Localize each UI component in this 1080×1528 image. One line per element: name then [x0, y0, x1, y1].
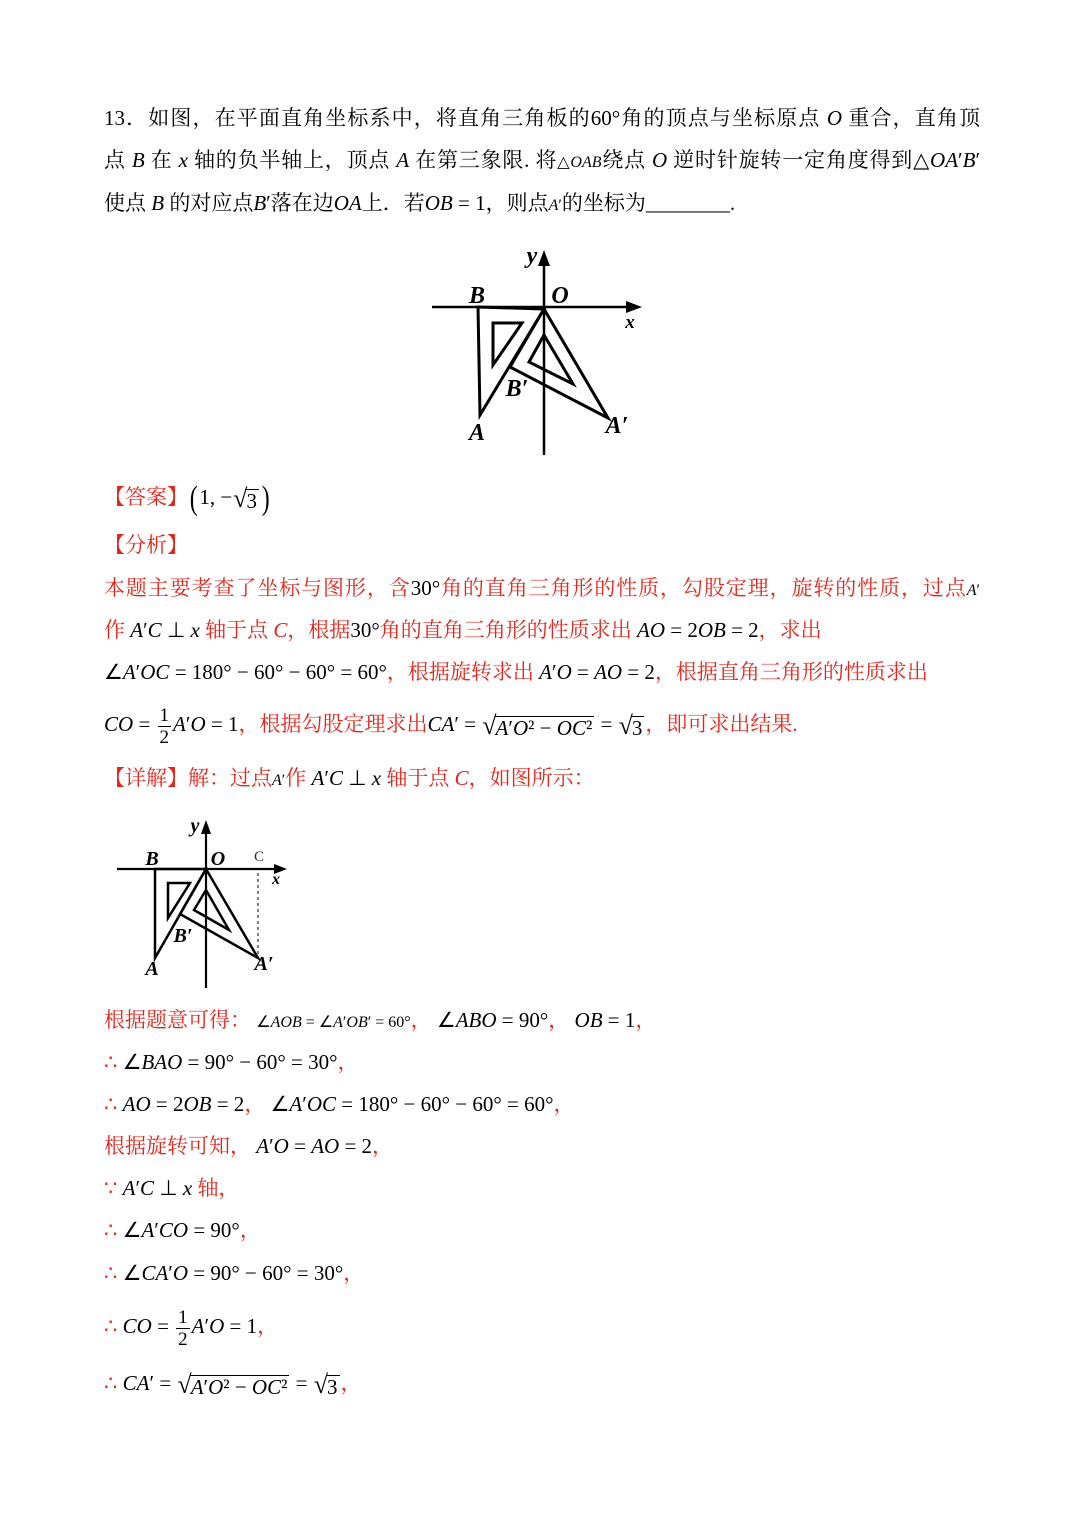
math-expression: [827, 106, 842, 130]
math-variable: O: [280, 1014, 292, 1031]
text-run: 根据题意可得：: [104, 1008, 257, 1032]
math-variable: O: [556, 660, 572, 684]
math-expression: [151, 191, 164, 215]
math-variable: A: [594, 660, 607, 684]
figure-2: [105, 812, 305, 997]
math-expression: ∠A′OC = 180° − 60° − 60° = 60°: [104, 660, 387, 684]
square-root: [619, 713, 645, 739]
math-variable: x: [182, 1176, 193, 1200]
text-run: ∴: [104, 1218, 123, 1242]
math-variable: O: [570, 154, 582, 171]
math-variable: A: [270, 1014, 281, 1031]
answer-line: [104, 473, 271, 521]
math-variable: A: [154, 1050, 168, 1074]
math-expression: 60°: [590, 106, 621, 130]
label-b-prime: B′: [173, 925, 193, 947]
math-expression: ∠CA′O = 90° − 60° = 30°: [122, 1261, 344, 1285]
square-root: [177, 1372, 289, 1398]
analysis-line-1: [104, 567, 980, 609]
math-variable: O: [424, 191, 440, 215]
math-variable: C: [454, 766, 469, 790]
text-run: 重合，直角顶: [842, 106, 981, 130]
label-o: O: [210, 848, 226, 870]
math-variable: A: [311, 766, 325, 790]
math-expression: △OA′B′: [913, 148, 981, 172]
radicand: 3: [327, 1375, 338, 1400]
text-run: 轴于点: [381, 766, 455, 790]
detail-line-4: [104, 1125, 393, 1167]
math-variable: B: [141, 1050, 155, 1074]
math-expression: [455, 766, 469, 790]
text-run: ∴: [104, 1261, 123, 1285]
label-a-prime: A′: [605, 413, 629, 439]
label-a: A: [468, 420, 486, 446]
math-variable: C: [104, 712, 119, 736]
math-variable: A: [122, 1092, 136, 1116]
text-run: 的坐标为________.: [561, 191, 736, 215]
math-variable: A: [155, 1261, 169, 1285]
math-expression: =: [595, 712, 618, 736]
text-run: 使点: [104, 191, 152, 215]
square-root: [482, 713, 594, 739]
text-run: 逆时针旋转一定角度得到: [667, 148, 914, 172]
math-variable: O: [208, 1375, 224, 1400]
math-expression: B′: [253, 191, 271, 215]
text-run: 根据旋转可知，: [104, 1134, 257, 1158]
math-expression: =: [290, 1371, 313, 1395]
math-variable: C: [158, 1218, 173, 1242]
math-variable: C: [122, 1314, 137, 1338]
math-variable: A: [548, 197, 559, 214]
text-run: ∴: [104, 1314, 123, 1338]
text-run: ∴: [104, 1371, 123, 1395]
parenthesis: ): [261, 480, 270, 518]
text-run: 的对应点: [164, 191, 254, 215]
math-variable: C: [427, 712, 442, 736]
math-variable: A: [122, 660, 136, 684]
math-variable: A: [136, 1371, 150, 1395]
math-variable: A: [396, 148, 410, 172]
text-run: ，: [337, 1050, 359, 1074]
math-variable: O: [324, 1134, 340, 1158]
text-run: ，: [257, 1314, 279, 1338]
radical-sign-icon: √: [313, 1370, 329, 1400]
detail-intro: [104, 757, 595, 799]
text-run: 角的顶点与坐标原点: [620, 106, 827, 130]
math-variable: C: [328, 766, 343, 790]
detail-line-7: [104, 1252, 364, 1294]
detail-line-2: [104, 1041, 359, 1083]
triangle-oa-prime-b-prime-inner: [529, 335, 573, 384]
math-variable: A: [173, 712, 186, 736]
math-variable: O: [167, 1050, 183, 1074]
math-variable: A: [190, 1375, 204, 1400]
fraction-denominator: 2: [159, 726, 170, 748]
math-variable: x: [190, 618, 200, 642]
text-run: ，如图所示：: [468, 766, 595, 790]
radical-sign-icon: √: [233, 484, 248, 514]
math-variable: A: [348, 191, 362, 215]
text-run: 轴，: [192, 1176, 240, 1200]
math-variable: C: [155, 660, 170, 684]
math-variable: O: [273, 1134, 289, 1158]
problem-line-1: [104, 97, 980, 139]
math-variable: B: [589, 1008, 603, 1032]
text-run: ，根据勾股定理求出: [238, 712, 428, 736]
math-variable: C: [571, 716, 586, 741]
triangle-oab-inner: [493, 323, 522, 365]
math-variable: O: [140, 660, 156, 684]
math-variable: O: [251, 1375, 268, 1400]
math-variable: B: [468, 1008, 482, 1032]
math-variable: O: [697, 618, 713, 642]
math-variable: O: [118, 712, 134, 736]
math-variable: O: [574, 1008, 590, 1032]
math-variable: x: [178, 148, 188, 172]
math-variable: A: [256, 1134, 270, 1158]
analysis-heading: [104, 524, 188, 566]
text-run: ，: [635, 1008, 657, 1032]
label-o: O: [551, 283, 569, 309]
math-variable: A: [272, 772, 282, 789]
math-variable: C: [140, 1176, 155, 1200]
math-expression: ∠A′OC = 180° − 60° − 60° = 60°: [270, 1092, 554, 1116]
math-variable: B: [439, 191, 453, 215]
math-variable: B: [151, 191, 165, 215]
math-variable: C: [122, 1371, 137, 1395]
math-expression: CO =: [104, 712, 156, 736]
text-run: ，即可求出结果.: [645, 712, 798, 736]
text-run: 【分析】: [104, 533, 188, 557]
text-run: 作: [285, 766, 312, 790]
label-c: C: [253, 849, 265, 865]
text-run: ，则点: [485, 191, 549, 215]
radical-sign-icon: √: [177, 1370, 192, 1400]
math-expression: ∠BAO = 90° − 60° = 30°: [122, 1050, 338, 1074]
text-run: ∵: [104, 1176, 123, 1200]
math-expression: A′O = 1: [191, 1314, 258, 1338]
math-variable: O: [652, 148, 668, 172]
math-variable: A: [581, 154, 592, 171]
math-variable: B: [131, 148, 145, 172]
math-variable: x: [371, 766, 382, 790]
text-run: 角的直角三角形的性质求出: [379, 618, 637, 642]
text-run: ，: [244, 1092, 271, 1116]
text-run: ，根据直角三角形的性质求出: [654, 660, 928, 684]
math-variable: O: [183, 1092, 199, 1116]
math-variable: C: [273, 618, 288, 642]
text-run: ，: [340, 1371, 362, 1395]
y-axis-arrow-icon: [201, 820, 211, 834]
math-expression: [652, 148, 667, 172]
analysis-line-2: [104, 609, 822, 651]
text-run: ，: [410, 1008, 437, 1032]
math-expression: A′: [548, 197, 562, 214]
math-variable: A: [441, 712, 455, 736]
text-run: 13．如图，在平面直角坐标系中，将直角三角板的: [104, 106, 591, 130]
math-variable: A: [945, 148, 959, 172]
label-x: x: [625, 312, 635, 333]
math-variable: O: [556, 716, 572, 741]
math-variable: B: [591, 154, 602, 171]
math-expression: △OAB: [557, 154, 602, 171]
math-variable: A: [122, 1176, 136, 1200]
math-variable: O: [512, 716, 529, 741]
label-y: y: [526, 243, 538, 269]
math-expression: [334, 191, 362, 215]
detail-line-9: [104, 1358, 362, 1408]
math-variable: O: [306, 1092, 322, 1116]
math-variable: O: [649, 618, 665, 642]
math-variable: A: [495, 716, 509, 741]
math-variable: O: [135, 1092, 151, 1116]
math-expression: 30°: [410, 576, 441, 600]
math-variable: A: [455, 1008, 469, 1032]
text-run: ，根据旋转求出: [386, 660, 540, 684]
text-run: ∴: [104, 1092, 123, 1116]
math-variable: B: [962, 148, 976, 172]
math-expression: [132, 148, 145, 172]
math-variable: O: [172, 1261, 189, 1285]
label-b: B: [145, 848, 159, 870]
text-run: 本题主要考查了坐标与图形，含: [104, 576, 411, 600]
radical-sign-icon: √: [618, 711, 633, 741]
fraction: [158, 705, 172, 748]
radicand: A′O² − OC²: [190, 1375, 288, 1400]
fraction-numerator: 1: [178, 1306, 188, 1328]
math-expression: A′O = 1: [173, 712, 239, 736]
analysis-line-3: [104, 651, 928, 693]
text-run: 角的直角三角形的性质，勾股定理，旋转的性质，过点: [440, 576, 967, 600]
math-expression: A′C ⊥ x: [130, 618, 200, 642]
math-variable: O: [190, 712, 206, 736]
math-variable: B: [291, 1014, 302, 1031]
math-variable: A: [141, 1218, 155, 1242]
math-expression: ∠AOB = ∠A′OB′ = 60°: [256, 1014, 411, 1031]
text-run: ，: [372, 1134, 394, 1158]
detail-line-5: [104, 1167, 239, 1209]
text-run: 轴于点: [199, 618, 274, 642]
math-variable: C: [147, 618, 162, 642]
label-b: B: [468, 283, 486, 309]
square-root: [314, 1372, 340, 1398]
math-expression: CO =: [122, 1314, 175, 1338]
detail-line-6: [104, 1209, 261, 1251]
math-expression: ∠A′CO = 90°: [122, 1218, 240, 1242]
math-expression: CA′ =: [122, 1371, 177, 1395]
text-run: ，: [553, 1092, 575, 1116]
math-expression: A′O = AO = 2: [539, 660, 655, 684]
detail-line-8: [104, 1296, 278, 1356]
math-variable: A: [191, 1314, 205, 1338]
problem-line-3: [104, 182, 735, 224]
math-variable: B: [713, 618, 726, 642]
math-variable: O: [172, 1218, 189, 1242]
math-expression: AO = 2OB = 2: [636, 618, 759, 642]
math-expression: [179, 148, 188, 172]
text-run: 【详解】解：过点: [104, 766, 272, 790]
detail-line-1: [104, 999, 656, 1041]
text-run: 在: [144, 148, 179, 172]
text-run: ，求出: [758, 618, 822, 642]
math-variable: B: [357, 1014, 368, 1031]
radical-sign-icon: √: [482, 711, 497, 741]
math-variable: B: [253, 191, 267, 215]
math-expression: OB = 1: [574, 1008, 636, 1032]
math-variable: A: [130, 618, 144, 642]
math-expression: 1, −: [199, 485, 233, 509]
math-variable: A: [333, 1014, 343, 1031]
math-expression: 30°: [350, 618, 380, 642]
math-variable: C: [321, 1092, 336, 1116]
math-expression: A′: [966, 582, 981, 599]
y-axis-arrow-icon: [538, 250, 550, 266]
math-variable: C: [141, 1261, 156, 1285]
math-expression: A′: [272, 772, 286, 789]
text-run: ∴: [104, 1050, 123, 1074]
math-expression: A′O = AO = 2: [256, 1134, 373, 1158]
figure-1: [420, 240, 660, 465]
math-expression: A′C ⊥ x: [122, 1176, 193, 1200]
parenthesis: (: [189, 480, 198, 518]
label-y: y: [190, 815, 200, 837]
math-variable: O: [826, 106, 842, 130]
radicand: 3: [631, 716, 643, 741]
label-a: A: [145, 958, 159, 980]
text-run: ，根据: [287, 618, 351, 642]
math-variable: O: [346, 1014, 358, 1031]
fraction-denominator: 2: [178, 1328, 188, 1350]
math-variable: O: [930, 148, 946, 172]
text-run: 轴的负半轴上，顶点: [187, 148, 397, 172]
text-run: 上．若: [361, 191, 425, 215]
math-variable: O: [333, 191, 349, 215]
math-variable: A: [289, 1092, 303, 1116]
math-variable: O: [136, 1314, 152, 1338]
radicand: 3: [246, 489, 257, 514]
radicand: A′O² − OC²: [495, 716, 593, 741]
math-variable: B: [198, 1092, 212, 1116]
text-run: 绕点: [601, 148, 652, 172]
math-expression: ∠ABO = 90°: [436, 1008, 549, 1032]
math-expression: [273, 618, 287, 642]
math-expression: OB = 1: [424, 191, 486, 215]
label-a-prime: A′: [254, 953, 274, 975]
math-variable: A: [539, 660, 552, 684]
math-variable: A: [966, 582, 977, 599]
math-variable: A: [636, 618, 650, 642]
math-expression: CA′ =: [427, 712, 482, 736]
label-b-prime: B′: [505, 376, 529, 402]
math-expression: AO = 2OB = 2: [122, 1092, 245, 1116]
square-root: [233, 486, 259, 512]
problem-line-2: [104, 139, 980, 181]
text-run: 【答案】: [104, 485, 188, 509]
fraction-numerator: 1: [159, 704, 170, 726]
math-expression: [396, 148, 409, 172]
label-x: x: [272, 871, 280, 888]
text-run: 点: [104, 148, 132, 172]
math-variable: A: [311, 1134, 325, 1158]
math-variable: O: [481, 1008, 497, 1032]
text-run: ，: [239, 1218, 261, 1242]
fraction: [176, 1307, 190, 1350]
math-variable: C: [267, 1375, 282, 1400]
text-run: 在第三象限. 将: [409, 148, 558, 172]
math-variable: O: [209, 1314, 225, 1338]
math-expression: A′C ⊥ x: [311, 766, 382, 790]
text-run: ，: [548, 1008, 575, 1032]
detail-line-3: [104, 1083, 574, 1125]
analysis-line-4: [104, 694, 798, 754]
math-variable: O: [606, 660, 623, 684]
text-run: ，: [343, 1261, 365, 1285]
text-run: 作: [104, 618, 131, 642]
text-run: 落在边: [270, 191, 334, 215]
